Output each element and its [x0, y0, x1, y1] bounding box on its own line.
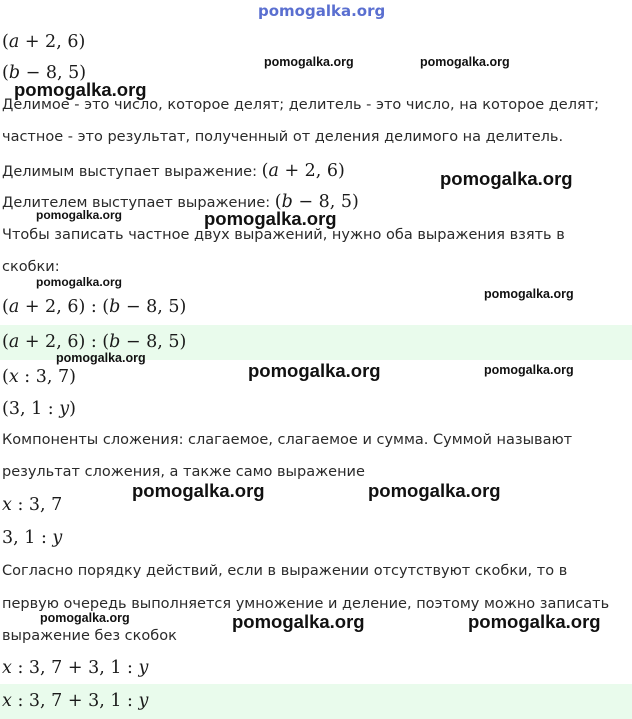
text-line: Компоненты сложения: слагаемое, слагаемое и сумма. Суммой называют: [2, 432, 573, 448]
text-line: выражение без скобок: [2, 628, 177, 644]
expression-line: x : 3, 7 + 3, 1 : y: [2, 658, 149, 678]
watermark: pomogalka.org: [248, 360, 381, 381]
expression-line: (a + 2, 6) : (b − 8, 5): [2, 297, 187, 317]
divisor-label: Делителем выступает выражение:: [2, 195, 271, 211]
expression-line: (a + 2, 6): [2, 32, 86, 52]
watermark: pomogalka.org: [36, 275, 123, 289]
watermark: pomogalka.org: [132, 480, 265, 501]
expression-line: (b − 8, 5): [2, 63, 87, 83]
expression-line: (3, 1 : y): [2, 399, 76, 419]
watermark: pomogalka.org: [36, 208, 123, 222]
watermark: pomogalka.org: [204, 208, 337, 229]
watermark: pomogalka.org: [440, 168, 573, 189]
answer-expression: (a + 2, 6) : (b − 8, 5): [2, 332, 187, 352]
text-line: первую очередь выполняется умножение и деление, поэтому можно записать: [2, 596, 610, 612]
watermark: pomogalka.org: [484, 287, 574, 301]
watermark: pomogalka.org: [40, 611, 130, 625]
watermark: pomogalka.org: [368, 480, 501, 501]
expression-line: 3, 1 : y: [2, 528, 63, 548]
text-line: [2, 161, 345, 181]
text-line: результат сложения, а также само выражение: [2, 464, 365, 480]
text-line: Согласно порядку действий, если в выражении отсутствуют скобки, то в: [2, 563, 568, 579]
watermark: pomogalka.org: [14, 79, 147, 100]
expression-line: x : 3, 7: [2, 495, 63, 515]
watermark: pomogalka.org: [420, 55, 510, 69]
watermark: pomogalka.org: [56, 351, 146, 365]
text-line: частное - это результат, полученный от деления делимого на делитель.: [2, 129, 564, 145]
watermark: pomogalka.org: [232, 611, 365, 632]
watermark: pomogalka.org: [484, 363, 574, 377]
watermark-top: pomogalka.org: [258, 2, 386, 20]
text-line: Чтобы записать частное двух выражений, нужно оба выражения взять в: [2, 227, 565, 243]
answer-expression: x : 3, 7 + 3, 1 : y: [2, 691, 149, 711]
text-line: Делимое - это число, которое делят; делитель - это число, на которое делят;: [2, 97, 600, 113]
dividend-expression: (a + 2, 6): [261, 161, 345, 181]
divisor-expression: (b − 8, 5): [274, 192, 359, 212]
dividend-label: Делимым выступает выражение:: [2, 164, 257, 180]
text-line: скобки:: [2, 259, 60, 275]
watermark: pomogalka.org: [264, 55, 354, 69]
watermark: pomogalka.org: [468, 611, 601, 632]
expression-line: (x : 3, 7): [2, 367, 76, 387]
